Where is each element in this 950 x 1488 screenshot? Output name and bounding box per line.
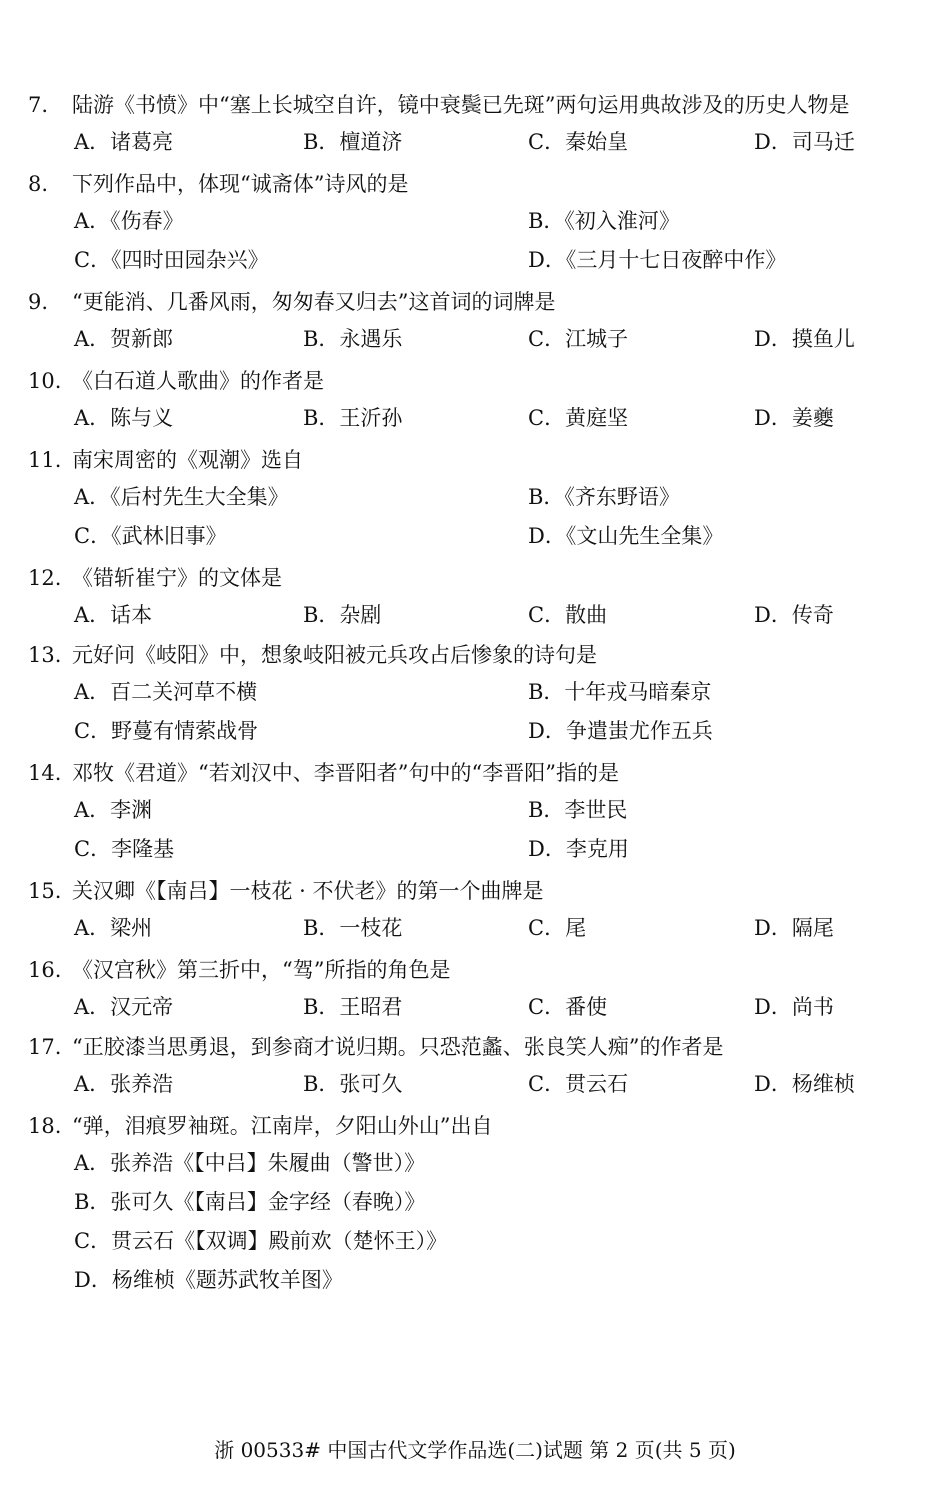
question-number: 9. — [28, 290, 49, 314]
options-row — [28, 202, 928, 241]
option-a: A．诸葛亮 — [74, 130, 174, 154]
option-d: D．杨维桢《题苏武牧羊图》 — [74, 1268, 343, 1292]
option-c: C．贯云石 — [528, 1072, 629, 1096]
option-b: B．张可久《【南吕】金字经（春晚）》 — [74, 1190, 426, 1214]
question-text: 下列作品中，体现“诚斋体”诗风的是 — [72, 172, 409, 196]
option-c: C．野蔓有情萦战骨 — [74, 719, 259, 743]
option-c: C．《四时田园杂兴》 — [74, 248, 269, 272]
question-number: 13. — [28, 643, 62, 667]
options-row — [28, 988, 928, 1027]
question-number: 16. — [28, 958, 62, 982]
options-row — [28, 399, 928, 438]
option-a: A．张养浩 — [74, 1072, 174, 1096]
option-b: B．李世民 — [528, 798, 628, 822]
question-text: 邓牧《君道》“若刘汉中、李晋阳者”句中的“李晋阳”指的是 — [72, 761, 619, 785]
question-text: 南宋周密的《观潮》选自 — [72, 448, 303, 472]
option-c: C．江城子 — [528, 327, 629, 351]
question-text: “弹，泪痕罗袖斑。江南岸，夕阳山外山”出自 — [72, 1114, 493, 1138]
question-stem — [28, 442, 928, 478]
options-row — [28, 241, 928, 280]
option-a: A．话本 — [74, 603, 153, 627]
option-c: C．李隆基 — [74, 837, 175, 861]
options-row — [28, 1144, 928, 1183]
option-d: D．传奇 — [754, 603, 834, 627]
option-b: B．《齐东野语》 — [528, 485, 680, 509]
option-d: D．姜夔 — [754, 406, 834, 430]
question-stem — [28, 87, 928, 123]
options-row — [28, 830, 928, 869]
question-stem — [28, 637, 928, 673]
question-12 — [28, 560, 928, 635]
question-number: 7. — [28, 93, 49, 117]
option-c: C．秦始皇 — [528, 130, 629, 154]
question-number: 12. — [28, 566, 62, 590]
question-stem — [28, 952, 928, 988]
question-stem — [28, 1108, 928, 1144]
options-row — [28, 1183, 928, 1222]
question-8 — [28, 166, 928, 280]
question-7 — [28, 87, 928, 162]
question-14 — [28, 755, 928, 869]
option-b: B．张可久 — [303, 1072, 403, 1096]
question-text: 关汉卿《【南吕】一枝花 · 不伏老》的第一个曲牌是 — [72, 879, 544, 903]
question-text: 《汉宫秋》第三折中，“驾”所指的角色是 — [72, 958, 451, 982]
option-a: A．梁州 — [74, 916, 153, 940]
option-c: C．贯云石《【双调】殿前欢（楚怀王）》 — [74, 1229, 448, 1253]
option-b: B．檀道济 — [303, 130, 403, 154]
option-d: D．李克用 — [528, 837, 629, 861]
option-b: B．十年戎马暗秦京 — [528, 680, 712, 704]
options-row — [28, 712, 928, 751]
option-d: D．摸鱼儿 — [754, 327, 855, 351]
question-number: 18. — [28, 1114, 62, 1138]
option-a: A．《伤春》 — [74, 209, 184, 233]
question-11 — [28, 442, 928, 556]
option-d: D．隔尾 — [754, 916, 834, 940]
question-number: 15. — [28, 879, 62, 903]
question-text: 《白石道人歌曲》的作者是 — [72, 369, 324, 393]
option-a: A．贺新郎 — [74, 327, 174, 351]
question-15 — [28, 873, 928, 948]
options-row — [28, 791, 928, 830]
option-c: C．黄庭坚 — [528, 406, 629, 430]
options-row — [28, 517, 928, 556]
option-a: A．张养浩《【中吕】朱履曲（警世）》 — [74, 1151, 426, 1175]
option-d: D．尚书 — [754, 995, 834, 1019]
option-a: A．《后村先生大全集》 — [74, 485, 289, 509]
question-9 — [28, 284, 928, 359]
question-stem — [28, 755, 928, 791]
option-d: D．《三月十七日夜醉中作》 — [528, 248, 787, 272]
question-stem — [28, 1029, 928, 1065]
question-stem — [28, 560, 928, 596]
options-row — [28, 320, 928, 359]
options-row — [28, 1222, 928, 1261]
option-b: B．永遇乐 — [303, 327, 403, 351]
option-a: A．汉元帝 — [74, 995, 174, 1019]
question-text: 《错斩崔宁》的文体是 — [72, 566, 282, 590]
question-text: 元好问《岐阳》中，想象岐阳被元兵攻占后惨象的诗句是 — [72, 643, 597, 667]
option-d: D．争遣蚩尤作五兵 — [528, 719, 713, 743]
option-d: D．杨维桢 — [754, 1072, 855, 1096]
option-c: C．尾 — [528, 916, 587, 940]
options-row — [28, 123, 928, 162]
option-b: B．杂剧 — [303, 603, 382, 627]
option-a: A．李渊 — [74, 798, 153, 822]
question-17 — [28, 1029, 928, 1104]
options-row — [28, 478, 928, 517]
question-number: 10. — [28, 369, 62, 393]
question-number: 17. — [28, 1035, 62, 1059]
question-text: “更能消、几番风雨，匆匆春又归去”这首词的词牌是 — [72, 290, 556, 314]
page-footer: 浙 00533# 中国古代文学作品选(二)试题 第 2 页(共 5 页) — [214, 1438, 736, 1462]
option-b: B．王沂孙 — [303, 406, 403, 430]
option-c: C．《武林旧事》 — [74, 524, 227, 548]
question-text: 陆游《书愤》中“塞上长城空自许，镜中衰鬓已先斑”两句运用典故涉及的历史人物是 — [72, 93, 850, 117]
options-row — [28, 673, 928, 712]
option-a: A．百二关河草不横 — [74, 680, 258, 704]
question-stem — [28, 166, 928, 202]
option-c: C．散曲 — [528, 603, 608, 627]
question-13 — [28, 637, 928, 751]
option-b: B．王昭君 — [303, 995, 403, 1019]
question-stem — [28, 284, 928, 320]
question-number: 8. — [28, 172, 49, 196]
question-stem — [28, 363, 928, 399]
options-row — [28, 596, 928, 635]
question-18 — [28, 1108, 928, 1300]
option-d: D．《文山先生全集》 — [528, 524, 724, 548]
option-b: B．《初入淮河》 — [528, 209, 680, 233]
option-d: D．司马迁 — [754, 130, 855, 154]
question-text: “正胶漆当思勇退，到参商才说归期。只恐范蠡、张良笑人痴”的作者是 — [72, 1035, 724, 1059]
question-10 — [28, 363, 928, 438]
question-number: 14. — [28, 761, 62, 785]
option-c: C．番使 — [528, 995, 608, 1019]
options-row — [28, 1065, 928, 1104]
question-number: 11. — [28, 448, 62, 472]
options-row — [28, 909, 928, 948]
question-16 — [28, 952, 928, 1027]
option-a: A．陈与义 — [74, 406, 174, 430]
question-stem — [28, 873, 928, 909]
options-row — [28, 1261, 928, 1300]
option-b: B．一枝花 — [303, 916, 403, 940]
